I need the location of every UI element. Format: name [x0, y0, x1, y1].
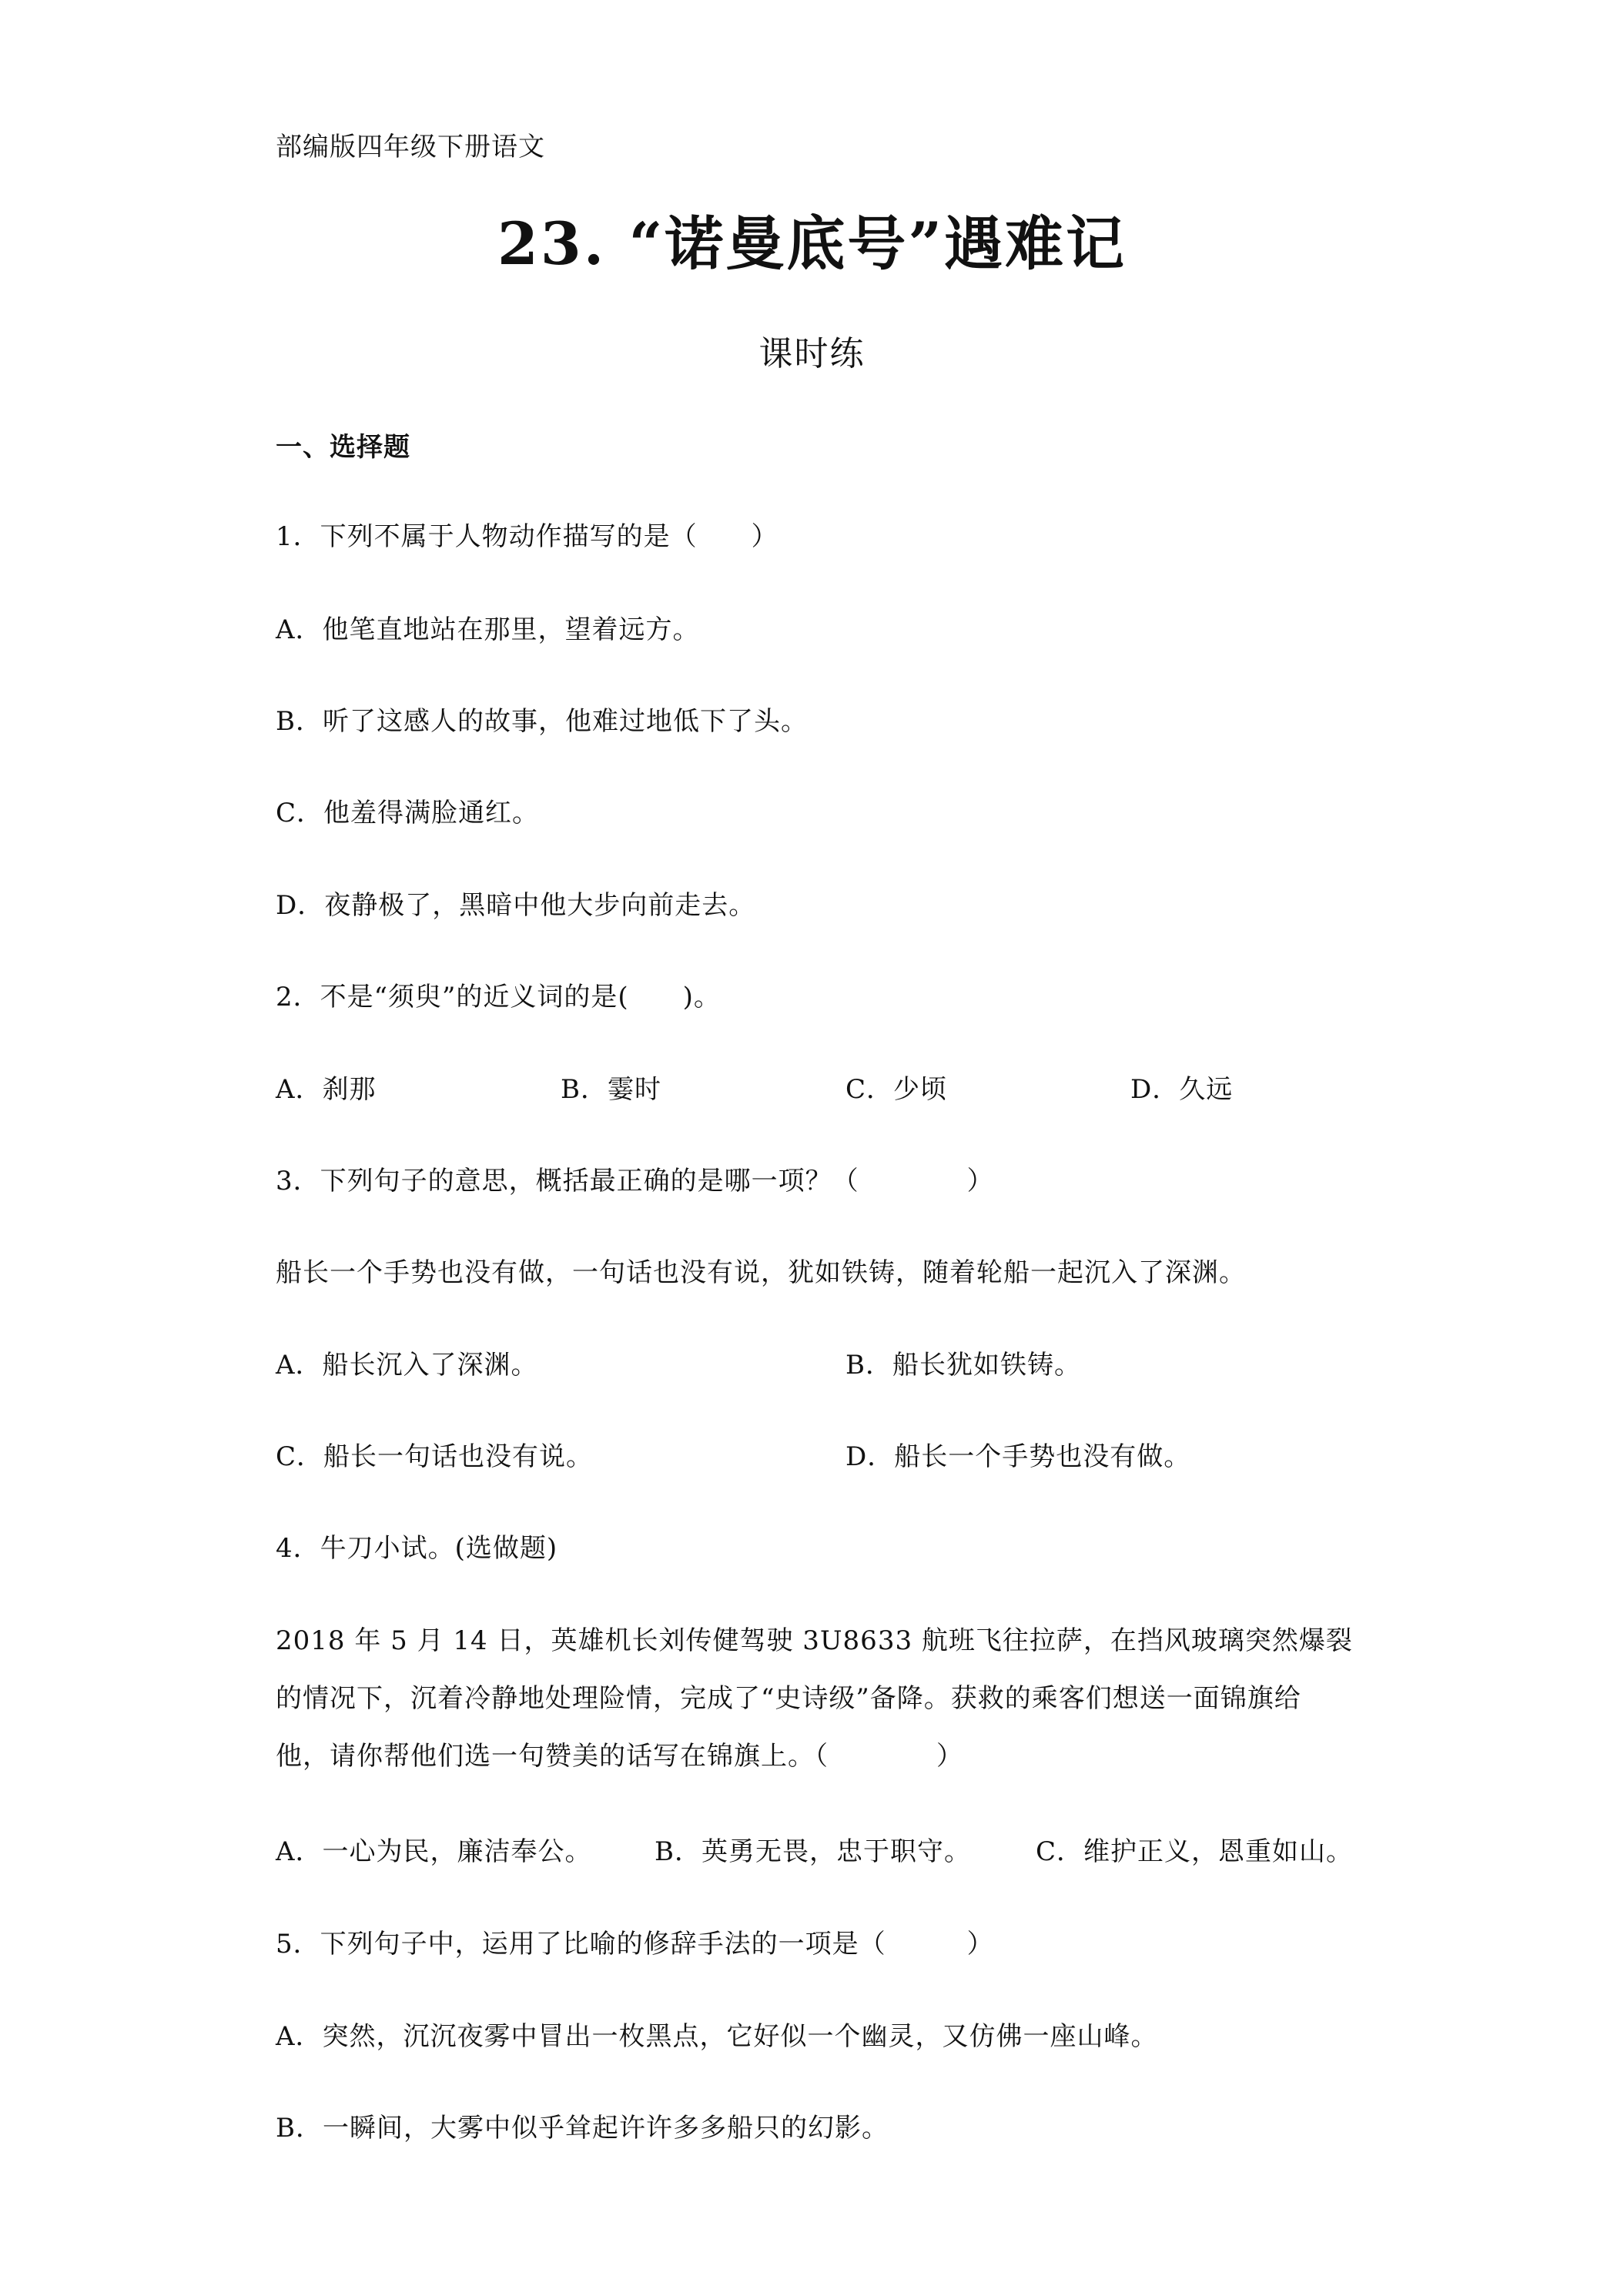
question-2-option-b: B．霎时	[561, 1074, 661, 1105]
question-5-option-b: B．一瞬间，大雾中似乎耸起许许多多船只的幻影。	[276, 2113, 889, 2144]
question-1-option-c: C．他羞得满脸通红。	[276, 798, 540, 828]
question-4-passage-line: 的情况下，沉着冷静地处理险情，完成了“史诗级”备降。获救的乘客们想送一面锦旗给	[276, 1683, 1301, 1714]
lesson-subtitle: 课时练	[758, 334, 866, 373]
question-3-option-d: D．船长一个手势也没有做。	[845, 1441, 1191, 1472]
question-2-option-c: C．少顷	[845, 1074, 948, 1105]
question-4-stem: 4．牛刀小试。(选做题)	[276, 1533, 558, 1564]
question-2-option-d: D．久远	[1130, 1074, 1234, 1105]
question-2-option-a: A．刹那	[276, 1074, 377, 1105]
question-3-sentence: 船长一个手势也没有做，一句话也没有说，犹如铁铸，随着轮船一起沉入了深渊。	[276, 1257, 1246, 1288]
question-4-option-b: B．英勇无畏，忠于职守。	[655, 1836, 971, 1867]
question-1-option-b: B．听了这感人的故事，他难过地低下了头。	[276, 706, 808, 737]
question-3-option-c: C．船长一句话也没有说。	[276, 1441, 594, 1472]
question-4-option-c: C．维护正义，恩重如山。	[1036, 1836, 1354, 1867]
question-1-option-a: A．他笔直地站在那里，望着远方。	[276, 614, 700, 645]
question-4-option-a: A．一心为民，廉洁奉公。	[276, 1836, 592, 1867]
section-title: 一、选择题	[276, 432, 410, 463]
question-4-passage-line: 2018 年 5 月 14 日，英雄机长刘传健驾驶 3U8633 航班飞往拉萨，在挡风玻璃突然爆裂	[276, 1625, 1353, 1656]
question-5-option-a: A．突然，沉沉夜雾中冒出一枚黑点，它好似一个幽灵，又仿佛一座山峰。	[276, 2021, 1158, 2052]
book-header: 部编版四年级下册语文	[276, 132, 545, 162]
question-3-option-b: B．船长犹如铁铸。	[845, 1350, 1081, 1381]
question-1-stem: 1．下列不属于人物动作描写的是（ ）	[276, 521, 779, 552]
question-5-stem: 5．下列句子中，运用了比喻的修辞手法的一项是（ ）	[276, 1929, 994, 1960]
question-3-stem: 3．下列句子的意思，概括最正确的是哪一项？（ ）	[276, 1166, 994, 1197]
question-2-stem: 2．不是“须臾”的近义词的是( )。	[276, 982, 721, 1012]
question-4-passage-line: 他，请你帮他们选一句赞美的话写在锦旗上。（ ）	[276, 1741, 963, 1772]
lesson-title: 23. “诺曼底号”遇难记	[497, 209, 1127, 278]
question-1-option-d: D．夜静极了，黑暗中他大步向前走去。	[276, 890, 756, 921]
question-3-option-a: A．船长沉入了深渊。	[276, 1350, 538, 1381]
